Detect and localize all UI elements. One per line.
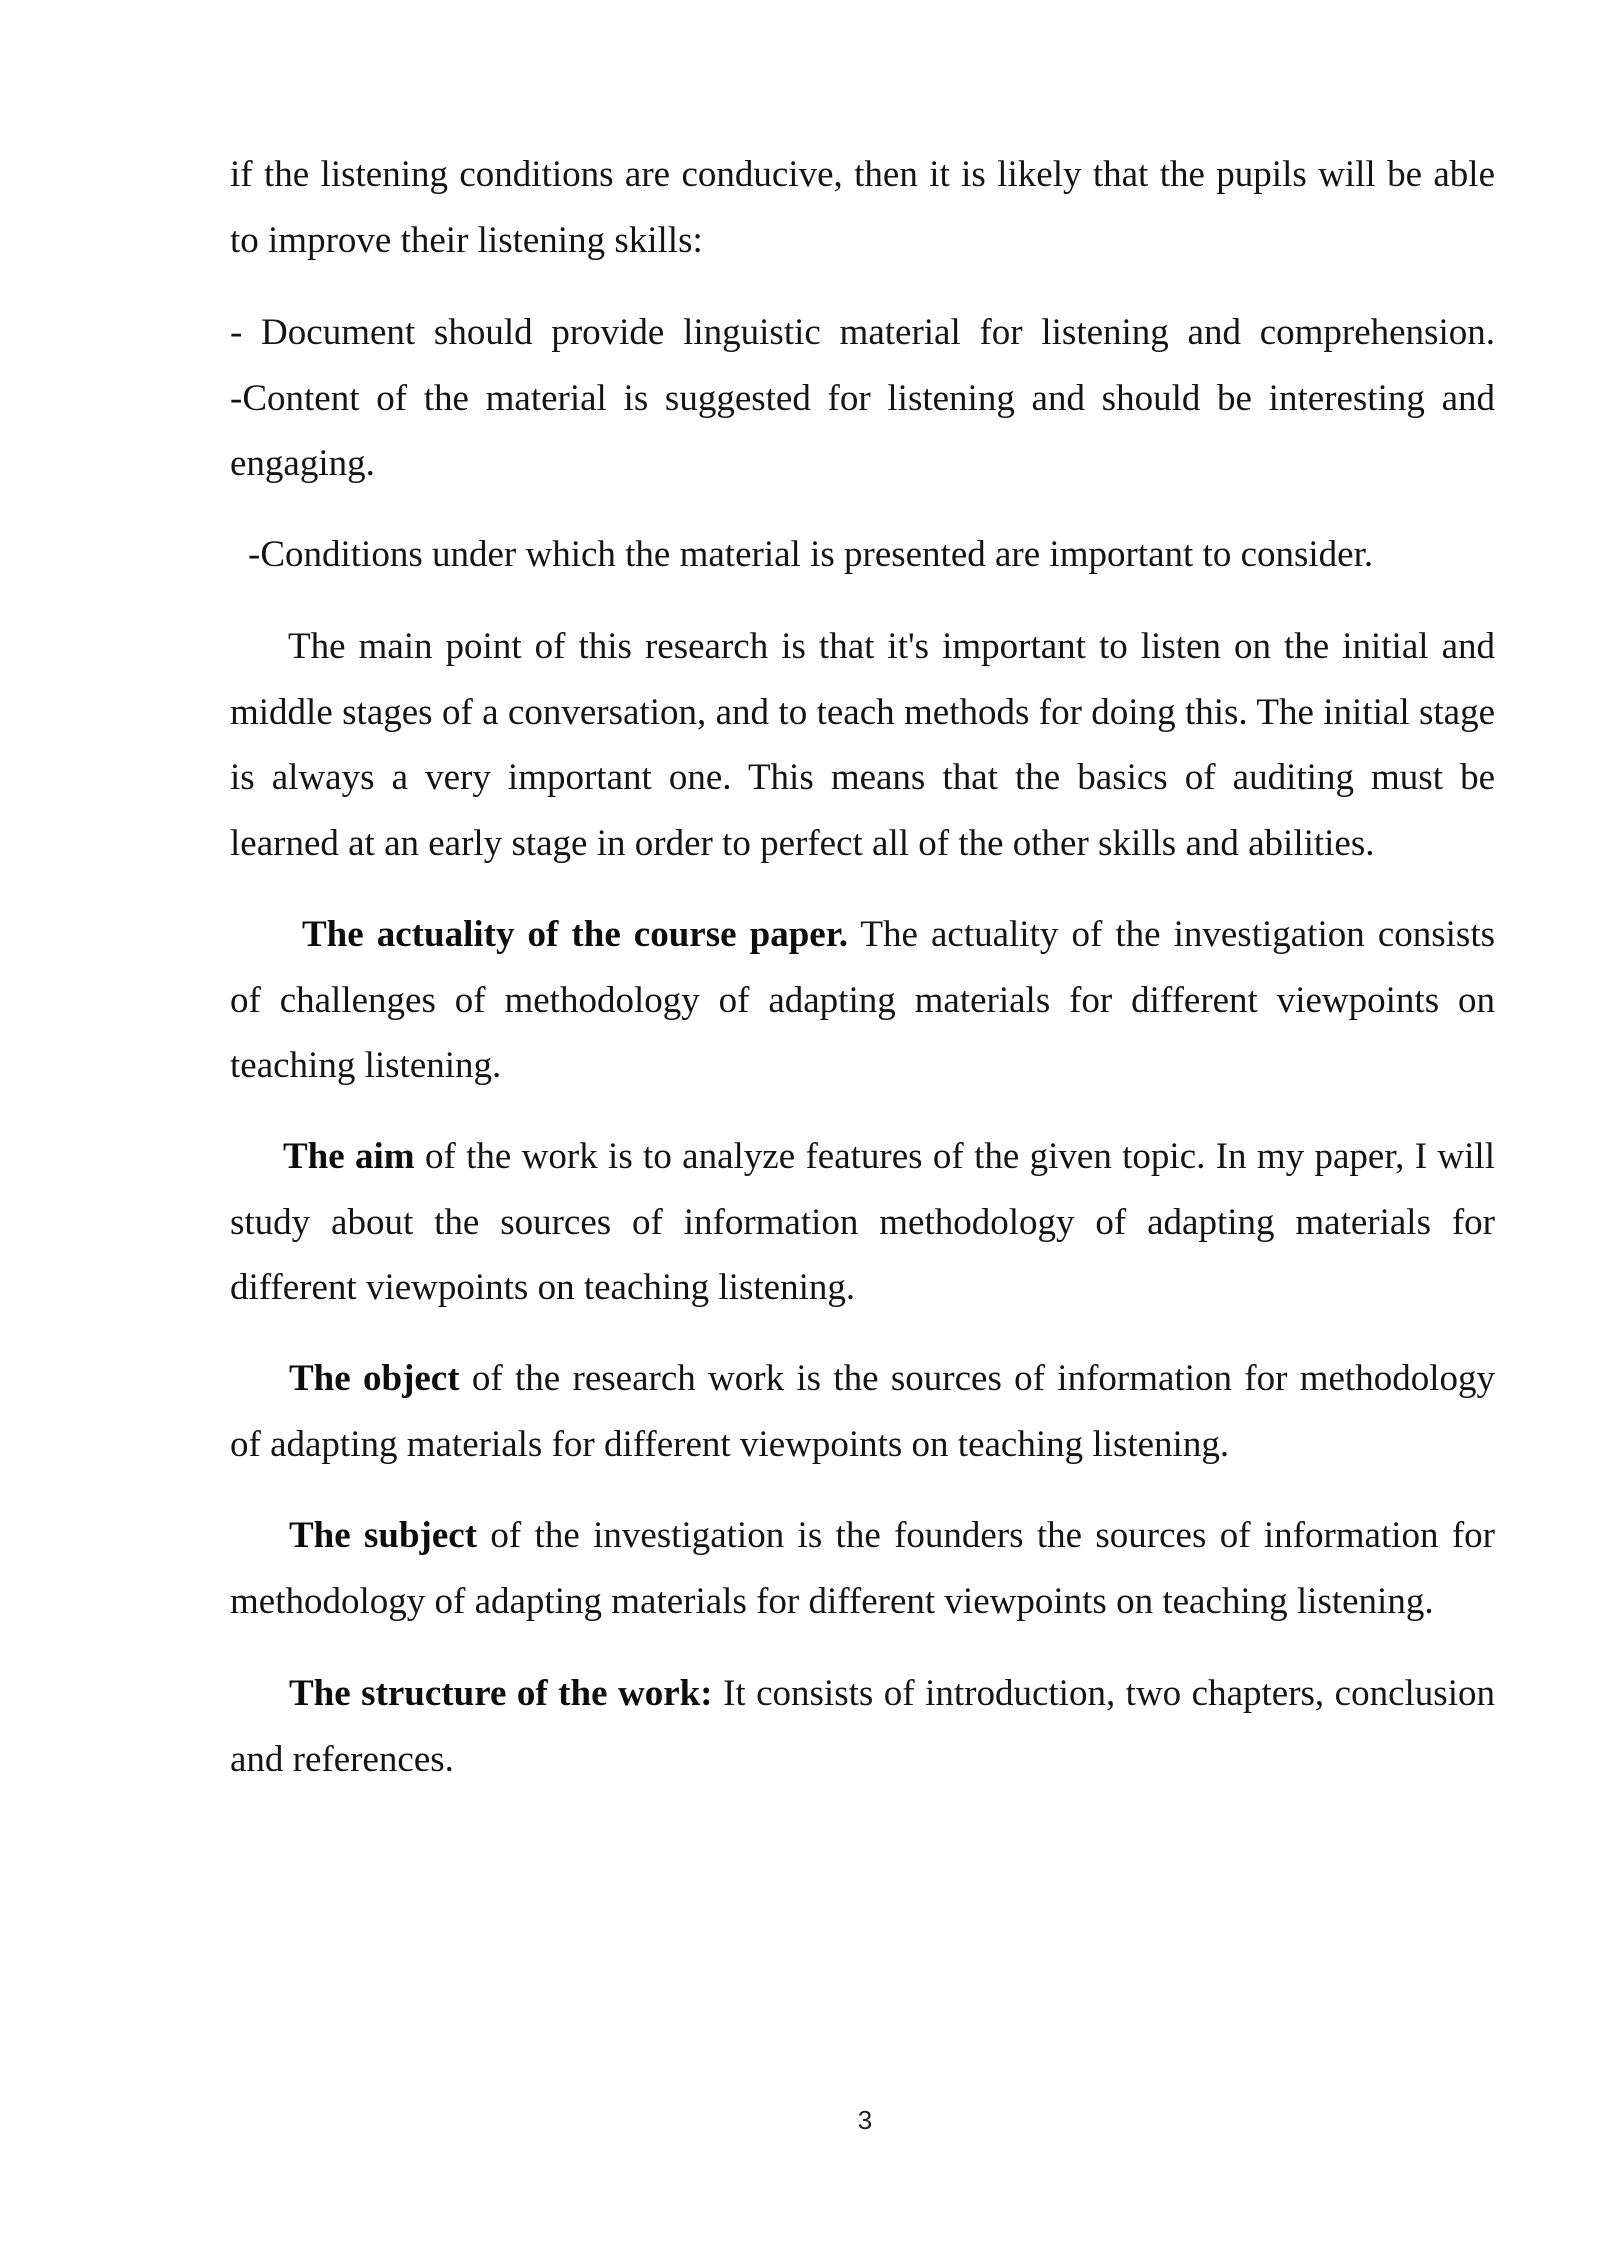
paragraph-line <box>230 1124 1495 1190</box>
heading-subject: The subject <box>289 1515 478 1556</box>
paragraph-line: middle stages of a conversation, and to teach methods for doing this. The initial stage <box>230 691 1495 733</box>
paragraph-actuality <box>230 902 1495 1099</box>
paragraph-line: of adapting materials for different viewpoints on teaching listening. <box>230 1423 1230 1465</box>
paragraph-line-text: of the investigation is the founders the sources of information for <box>477 1515 1495 1556</box>
paragraph-document-requirements <box>230 300 1495 497</box>
paragraph-line: of challenges of methodology of adapting materials for different viewpoints on <box>230 979 1495 1021</box>
paragraph-line: is always a very important one. This means that the basics of auditing must be <box>230 757 1495 798</box>
paragraph-line: to improve their listening skills: <box>230 219 703 261</box>
paragraph-line: and references. <box>230 1738 454 1780</box>
paragraph-line-text: of the research work is the sources of information for methodology <box>459 1358 1495 1399</box>
paragraph-main-point <box>230 614 1495 876</box>
paragraph-line: engaging. <box>230 443 375 484</box>
paragraph-line: The main point of this research is that it's important to listen on the initial and <box>288 626 1495 667</box>
heading-actuality: The actuality of the course paper. <box>302 914 848 955</box>
paragraph-line: -Conditions under which the material is presented are important to consider. <box>248 534 1374 575</box>
paragraph-line-text: of the work is to analyze features of the given topic. In my paper, I will <box>414 1136 1495 1177</box>
paragraph-line: study about the sources of information methodology of adapting materials for <box>230 1201 1495 1243</box>
paragraph-line <box>230 1346 1495 1412</box>
paragraph-line: different viewpoints on teaching listening. <box>230 1267 856 1308</box>
paragraph-line-text: It consists of introduction, two chapters, conclusion <box>712 1673 1495 1714</box>
paragraph-line: if the listening conditions are conducive, then it is likely that the pupils will be able <box>230 154 1495 195</box>
heading-structure: The structure of the work: <box>289 1673 713 1714</box>
paragraph-line <box>230 902 1495 968</box>
paragraph-line: learned at an early stage in order to perfect all of the other skills and abilities. <box>230 822 1375 864</box>
paragraph-object <box>230 1346 1495 1477</box>
paragraph-line <box>230 1503 1495 1569</box>
page-number: 3 <box>857 2105 873 2135</box>
paragraph-structure <box>230 1661 1495 1792</box>
paragraph-line: methodology of adapting materials for different viewpoints on teaching listening. <box>230 1580 1434 1622</box>
paragraph-line <box>230 1661 1495 1727</box>
paragraph-line: -Content of the material is suggested for listening and should be interesting and <box>230 377 1495 419</box>
paragraph-line-text: The actuality of the investigation consists <box>847 914 1495 955</box>
paragraph-aim <box>230 1124 1495 1321</box>
paragraph-line: - Document should provide linguistic material for listening and comprehension. <box>230 312 1495 353</box>
paragraph-subject <box>230 1503 1495 1634</box>
paragraph-line: teaching listening. <box>230 1045 502 1086</box>
paragraph-listening-conditions <box>230 142 1495 273</box>
paragraph-conditions <box>248 522 1513 588</box>
heading-aim: The aim <box>283 1136 415 1177</box>
heading-object: The object <box>289 1358 460 1399</box>
